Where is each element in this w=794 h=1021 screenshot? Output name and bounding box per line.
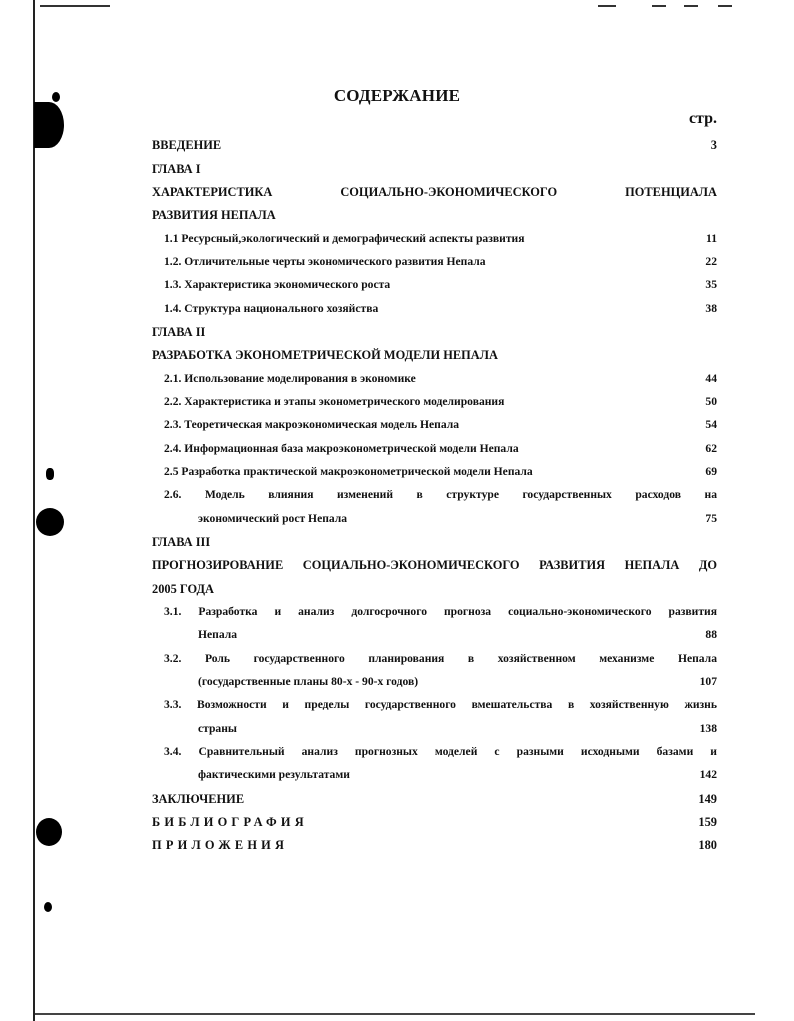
toc-entry: 2.5 Разработка практической макроэконометрической модели Непала 69 (164, 465, 717, 478)
scan-speck (46, 468, 54, 480)
toc-entry: 3.1. Разработка и анализ долгосрочного прогноза социально-экономического развития (164, 605, 717, 618)
scan-top-mark (652, 5, 666, 7)
toc-entry: БИБЛИОГРАФИЯ 159 (152, 815, 717, 829)
scan-speck (44, 902, 52, 912)
scan-bottom-edge (35, 1013, 755, 1015)
scan-top-edge (40, 5, 110, 7)
toc-entry: ВВЕДЕНИЕ 3 (152, 138, 717, 152)
toc-entry: 1.3. Характеристика экономического роста 35 (164, 278, 717, 291)
punch-hole-middle (36, 508, 64, 536)
toc-entry: ЗАКЛЮЧЕНИЕ 149 (152, 792, 717, 806)
page-column-label: стр. (688, 110, 717, 127)
toc-chapter-title: 2005 ГОДА (152, 582, 214, 596)
punch-hole-bottom (36, 818, 62, 846)
toc-entry: 3.4. Сравнительный анализ прогнозных моделей с разными исходными базами и (164, 745, 717, 758)
toc-chapter-heading: ГЛАВА I (152, 162, 201, 176)
toc-entry: 1.1 Ресурсный,экологический и демографический аспекты развития 11 (164, 232, 717, 245)
toc-entry: 3.2. Роль государственного планирования в хозяйственном механизме Непала (164, 652, 717, 665)
toc-entry-continuation: фактическими результатами 142 (198, 768, 717, 781)
toc-entry: 2.2. Характеристика и этапы эконометрического моделирования 50 (164, 395, 717, 408)
scan-top-mark (598, 5, 616, 7)
punch-hole-top (34, 102, 64, 148)
toc-chapter-heading: ГЛАВА II (152, 325, 206, 339)
toc-chapter-title: ХАРАКТЕРИСТИКА СОЦИАЛЬНО-ЭКОНОМИЧЕСКОГО ПОТЕНЦИАЛА (152, 185, 717, 199)
toc-entry: 2.1. Использование моделирования в экономике 44 (164, 372, 717, 385)
toc-chapter-title: РАЗВИТИЯ НЕПАЛА (152, 208, 276, 222)
scan-top-mark (718, 5, 732, 7)
toc-entry-continuation: страны 138 (198, 722, 717, 735)
toc-chapter-title: РАЗРАБОТКА ЭКОНОМЕТРИЧЕСКОЙ МОДЕЛИ НЕПАЛА (152, 348, 498, 362)
scan-top-mark (684, 5, 698, 7)
toc-entry: 2.4. Информационная база макроэконометрической модели Непала 62 (164, 442, 717, 455)
toc-entry-continuation: Непала 88 (198, 628, 717, 641)
toc-entry: 1.2. Отличительные черты экономического развития Непала 22 (164, 255, 717, 268)
toc-entry: ПРИЛОЖЕНИЯ 180 (152, 838, 717, 852)
toc-entry: 2.3. Теоретическая макроэкономическая модель Непала 54 (164, 418, 717, 431)
page-title: СОДЕРЖАНИЕ (333, 86, 461, 105)
toc-entry-continuation: экономический рост Непала 75 (198, 512, 717, 525)
toc-entry: 3.3. Возможности и пределы государственного вмешательства в хозяйственную жизнь (164, 698, 717, 711)
toc-chapter-title: ПРОГНОЗИРОВАНИЕ СОЦИАЛЬНО-ЭКОНОМИЧЕСКОГО РАЗВИТИЯ НЕПАЛА ДО (152, 558, 717, 572)
scan-left-edge (33, 0, 35, 1021)
toc-entry: 1.4. Структура национального хозяйства 38 (164, 302, 717, 315)
toc-entry: 2.6. Модель влияния изменений в структуре государственных расходов на (164, 488, 717, 501)
toc-entry-continuation: (государственные планы 80-х - 90-х годов) 107 (198, 675, 717, 688)
toc-chapter-heading: ГЛАВА III (152, 535, 211, 549)
